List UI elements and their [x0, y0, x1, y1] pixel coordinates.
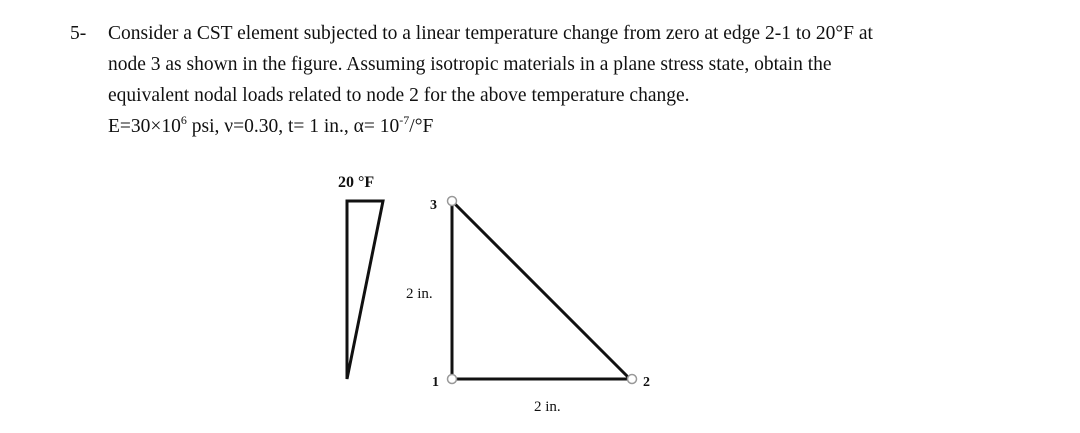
- node-3-label: 3: [430, 198, 437, 213]
- problem-number: 5-: [70, 23, 87, 44]
- node-1-label: 1: [432, 375, 439, 390]
- node-2-marker: [628, 375, 637, 384]
- problem-line-2: node 3 as shown in the figure. Assuming isotropic materials in a plane stress state, obtain the: [108, 54, 832, 75]
- vertical-dimension-label: 2 in.: [406, 286, 433, 302]
- temperature-distribution-wedge: [347, 201, 383, 379]
- temperature-label: 20 °F: [338, 174, 375, 191]
- edge-2-3: [452, 201, 630, 379]
- node-3-marker: [448, 197, 457, 206]
- alpha-unit: /°F: [409, 116, 434, 137]
- node-1-marker: [448, 375, 457, 384]
- node-2-label: 2: [643, 375, 650, 390]
- problem-line-1: Consider a CST element subjected to a linear temperature change from zero at edge 2-1 to 20°F at: [108, 23, 873, 44]
- given-middle-text: psi, ν=0.30, t= 1 in., α= 10: [186, 116, 400, 137]
- modulus-text: E=30×10: [108, 116, 181, 137]
- alpha-exponent: -7: [399, 113, 410, 127]
- horizontal-dimension-label: 2 in.: [534, 399, 561, 415]
- modulus-exponent: 6: [180, 113, 187, 127]
- problem-line-3: equivalent nodal loads related to node 2 for the above temperature change.: [108, 85, 690, 106]
